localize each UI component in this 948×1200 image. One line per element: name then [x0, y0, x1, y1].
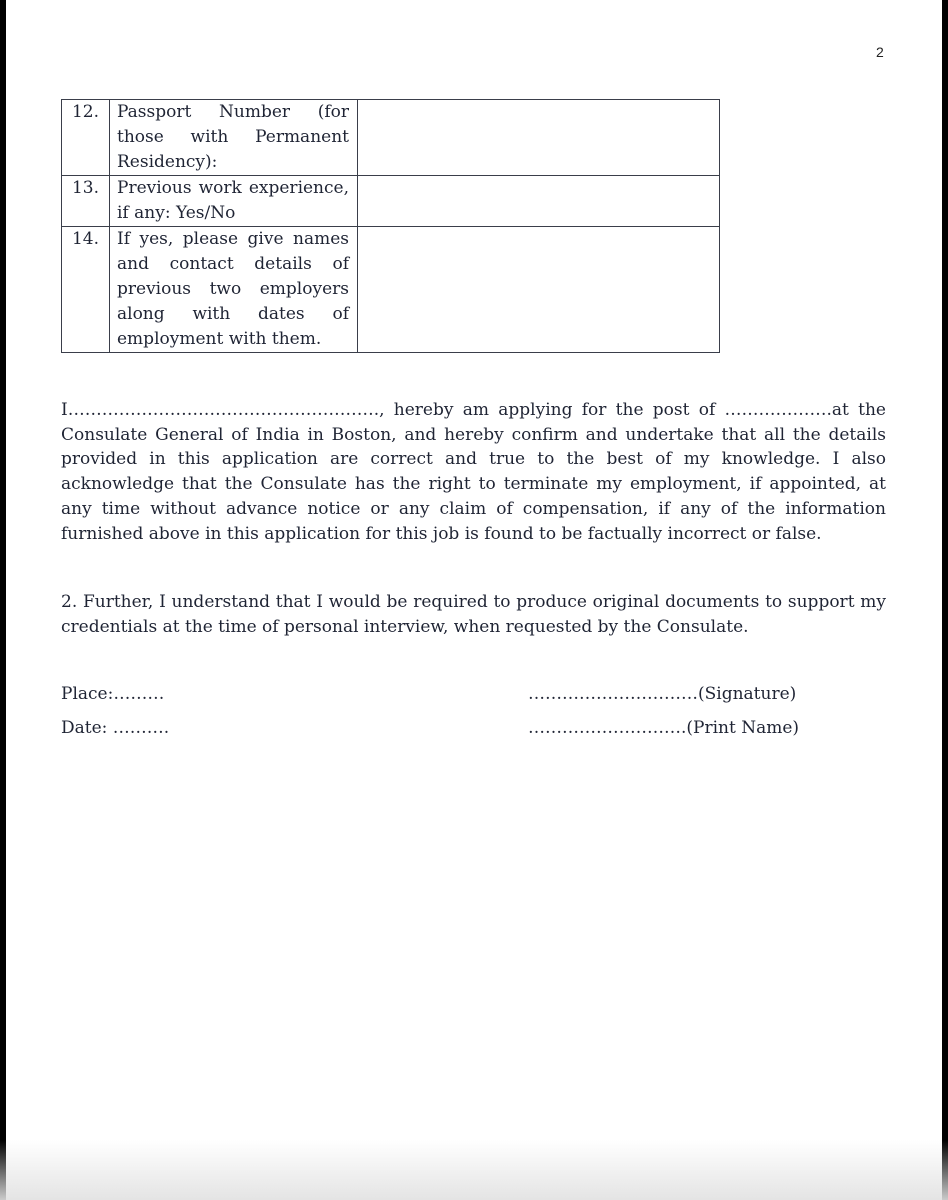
page-number: 2 [876, 44, 884, 60]
row-label: Passport Number (for those with Permanent Residency): [110, 100, 358, 176]
row-answer-field[interactable] [358, 100, 720, 176]
row-label: Previous work experience, if any: Yes/No [110, 176, 358, 227]
row-number: 12. [62, 100, 110, 176]
right-edge-shadow [942, 0, 948, 1200]
bottom-shade [0, 1140, 948, 1200]
declaration-paragraph: I………………………………………………., hereby am applying for the post of ……………….at the Consulate General of India in Boston, and hereby confirm and undertake that all the details provided in this application are correct and true to the best of my knowledge. I also acknowledge that the Consulate has the right to terminate my employment, if appointed, at any time without advance notice or any claim of compensation, if any of the information furnished above in this application for this job is found to be factually incorrect or false. [61, 400, 886, 544]
signature-field: …………………………(Signature) [528, 684, 797, 704]
left-edge-shadow [0, 0, 6, 1200]
row-label: If yes, please give names and contact details of previous two employers along with dates of employment with them. [110, 227, 358, 353]
documents-undertaking-paragraph: 2. Further, I understand that I would be required to produce original documents to support my credentials at the time of personal interview, when requested by the Consulate. [61, 592, 886, 637]
print-name-field: ……………………….(Print Name) [528, 718, 800, 738]
table-row [62, 100, 720, 176]
table-row [62, 176, 720, 227]
place-field: Place:……… [61, 684, 165, 704]
application-form-table [61, 99, 720, 353]
row-number: 14. [62, 227, 110, 353]
row-number: 13. [62, 176, 110, 227]
table-row [62, 227, 720, 353]
date-field: Date: ………. [61, 718, 170, 738]
row-answer-field[interactable] [358, 227, 720, 353]
row-answer-field[interactable] [358, 176, 720, 227]
